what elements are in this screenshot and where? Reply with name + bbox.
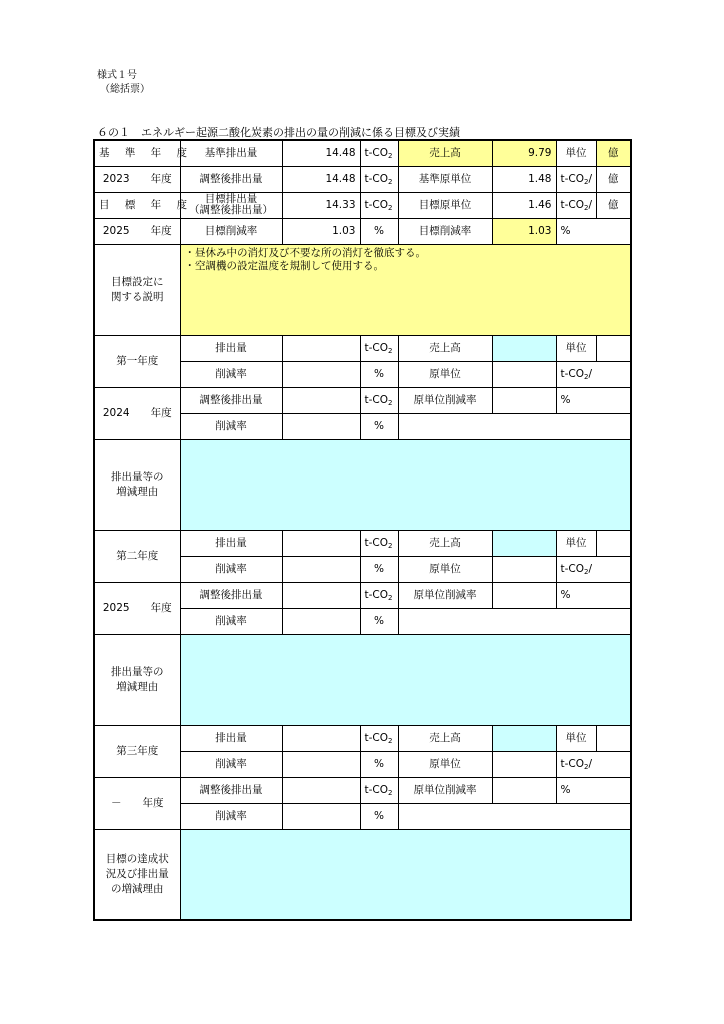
- year1-label: 第一年度: [94, 335, 180, 387]
- intensity-reduction-label: 原単位削減率: [398, 387, 492, 413]
- unit-percent: %: [360, 218, 398, 244]
- intensity-label: 原単位: [398, 556, 492, 582]
- year2-reason-text: [180, 634, 631, 725]
- sales-value: 9.79: [492, 140, 556, 166]
- blank-cell: [398, 608, 631, 634]
- target-reduction-value: 1.03: [282, 218, 360, 244]
- unit-percent: %: [556, 387, 631, 413]
- unit-tco2: $t-CO_2$: [360, 192, 398, 218]
- explanation-label: 目標設定に 関する説明: [94, 244, 180, 335]
- target-year: 2025 年度: [94, 218, 180, 244]
- unit-percent: %: [556, 582, 631, 608]
- intensity-unit: $t-CO_2/$: [556, 556, 631, 582]
- year1-reason-label: 排出量等の 増減理由: [94, 439, 180, 530]
- reduction-label: 削減率: [180, 608, 282, 634]
- unit-label: 単位: [556, 530, 596, 556]
- sales-label: 売上高: [398, 335, 492, 361]
- year2-emission-value: [282, 530, 360, 556]
- year1-reduction-value: [282, 361, 360, 387]
- year1-sales-value: [492, 335, 556, 361]
- base-emission-label: 基準排出量: [180, 140, 282, 166]
- unit-percent: %: [360, 361, 398, 387]
- unit-value: 億: [596, 140, 631, 166]
- form-kind: （総括票）: [100, 84, 150, 95]
- intensity-unit-oku: 億: [596, 192, 631, 218]
- year3-unit-value: [596, 725, 631, 751]
- unit-tco2: $t-CO_2$: [360, 335, 398, 361]
- year1-intensity-reduction-value: [492, 387, 556, 413]
- target-year-label: 目 標 年 度: [94, 192, 180, 218]
- intensity-unit-oku: 億: [596, 166, 631, 192]
- year1-year: 2024 年度: [94, 387, 180, 439]
- year1-adj-reduction-value: [282, 413, 360, 439]
- year3-reduction-value: [282, 751, 360, 777]
- target-results-table: [93, 139, 632, 921]
- sales-label: 売上高: [398, 725, 492, 751]
- base-year: 2023 年度: [94, 166, 180, 192]
- year3-intensity-value: [492, 751, 556, 777]
- emission-label: 排出量: [180, 335, 282, 361]
- unit-percent: %: [360, 751, 398, 777]
- target-intensity-value: 1.46: [492, 192, 556, 218]
- year3-reason-label: 目標の達成状 況及び排出量 の増減理由: [94, 829, 180, 920]
- unit-label: 単位: [556, 335, 596, 361]
- adj-label: 調整後排出量: [180, 582, 282, 608]
- target-intensity-label: 目標原単位: [398, 192, 492, 218]
- target-emission-label: 目標排出量 （調整後排出量）: [180, 192, 282, 218]
- reduction-label: 削減率: [180, 361, 282, 387]
- unit-tco2: $t-CO_2$: [360, 530, 398, 556]
- unit-tco2: $t-CO_2$: [360, 777, 398, 803]
- target-intensity-reduction-label: 目標削減率: [398, 218, 492, 244]
- sales-label: 売上高: [398, 530, 492, 556]
- intensity-label: 原単位: [398, 361, 492, 387]
- blank-cell: [398, 413, 631, 439]
- year1-intensity-value: [492, 361, 556, 387]
- year2-reason-label: 排出量等の 増減理由: [94, 634, 180, 725]
- adj-label: 調整後排出量: [180, 777, 282, 803]
- unit-percent: %: [360, 556, 398, 582]
- year2-intensity-reduction-value: [492, 582, 556, 608]
- reduction-label: 削減率: [180, 751, 282, 777]
- year1-reason-text: [180, 439, 631, 530]
- intensity-unit: $t-CO_2/$: [556, 192, 596, 218]
- year1-emission-value: [282, 335, 360, 361]
- year2-reduction-value: [282, 556, 360, 582]
- target-intensity-reduction-value: 1.03: [492, 218, 556, 244]
- unit-percent: %: [360, 413, 398, 439]
- reduction-label: 削減率: [180, 556, 282, 582]
- emission-label: 排出量: [180, 530, 282, 556]
- unit-tco2: $t-CO_2$: [360, 166, 398, 192]
- unit-percent: %: [360, 803, 398, 829]
- year3-intensity-reduction-value: [492, 777, 556, 803]
- unit-tco2: $t-CO_2$: [360, 387, 398, 413]
- base-year-label: 基 準 年 度: [94, 140, 180, 166]
- intensity-unit: $t-CO_2/$: [556, 751, 631, 777]
- year2-intensity-value: [492, 556, 556, 582]
- intensity-label: 原単位: [398, 751, 492, 777]
- year2-sales-value: [492, 530, 556, 556]
- sales-label: 売上高: [398, 140, 492, 166]
- year3-adj-value: [282, 777, 360, 803]
- target-reduction-label: 目標削減率: [180, 218, 282, 244]
- unit-label: 単位: [556, 725, 596, 751]
- unit-percent: %: [360, 608, 398, 634]
- unit-tco2: $t-CO_2$: [360, 582, 398, 608]
- unit-tco2: $t-CO_2$: [360, 140, 398, 166]
- intensity-unit: $t-CO_2/$: [556, 166, 596, 192]
- year3-label: 第三年度: [94, 725, 180, 777]
- year2-adj-reduction-value: [282, 608, 360, 634]
- year1-unit-value: [596, 335, 631, 361]
- unit-tco2: $t-CO_2$: [360, 725, 398, 751]
- base-intensity-label: 基準原単位: [398, 166, 492, 192]
- blank-cell: [398, 803, 631, 829]
- year3-sales-value: [492, 725, 556, 751]
- form-number: 様式１号: [97, 70, 137, 81]
- intensity-reduction-label: 原単位削減率: [398, 777, 492, 803]
- year3-emission-value: [282, 725, 360, 751]
- adj-label: 調整後排出量: [180, 387, 282, 413]
- target-emission-value: 14.33: [282, 192, 360, 218]
- reduction-label: 削減率: [180, 413, 282, 439]
- table-caption: ６の１ エネルギー起源二酸化炭素の排出の量の削減に係る目標及び実績: [97, 126, 460, 139]
- year2-label: 第二年度: [94, 530, 180, 582]
- year2-unit-value: [596, 530, 631, 556]
- year2-year: 2025 年度: [94, 582, 180, 634]
- explanation-text: ・昼休み中の消灯及び不要な所の消灯を徹底する。 ・空調機の設定温度を規制して使用する。: [180, 244, 631, 335]
- year3-adj-reduction-value: [282, 803, 360, 829]
- base-emission-value: 14.48: [282, 140, 360, 166]
- reduction-label: 削減率: [180, 803, 282, 829]
- base-intensity-value: 1.48: [492, 166, 556, 192]
- year1-adj-value: [282, 387, 360, 413]
- year3-year: － 年度: [94, 777, 180, 829]
- intensity-unit: $t-CO_2/$: [556, 361, 631, 387]
- unit-percent: %: [556, 218, 631, 244]
- base-adj-value: 14.48: [282, 166, 360, 192]
- year2-adj-value: [282, 582, 360, 608]
- intensity-reduction-label: 原単位削減率: [398, 582, 492, 608]
- unit-label: 単位: [556, 140, 596, 166]
- unit-percent: %: [556, 777, 631, 803]
- year3-reason-text: [180, 829, 631, 920]
- emission-label: 排出量: [180, 725, 282, 751]
- base-adj-label: 調整後排出量: [180, 166, 282, 192]
